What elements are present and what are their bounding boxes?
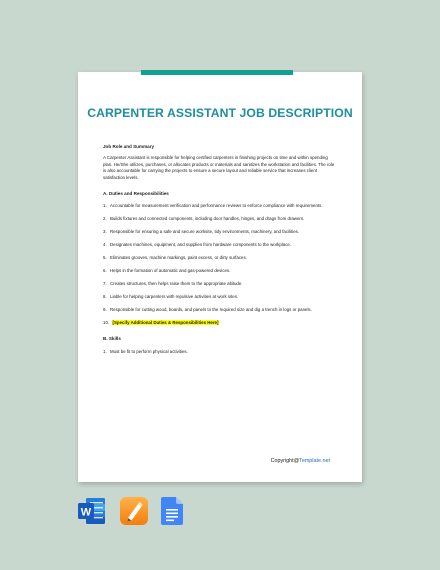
item-number: 1. [103, 349, 107, 355]
summary-text: A Carpenter Assistant is responsible for helping certified carpenters in finishing projects on time and within spending plan. He/She utilizes, purchases, or allocates products or materials and sanitizes the workstation and facilities. The role is also accountable for carrying the projects to ensure a secure layout and reliable service that increases client satisfaction levels. [103, 155, 335, 180]
list-item [103, 349, 337, 355]
item-text: Accountable for measurement verification and performance reviews to enforce compliance with requirements. [110, 203, 323, 209]
item-number: 4. [103, 242, 107, 248]
item-text: Designates machines, equipment, and supplies from hardware components to the workplace. [110, 242, 292, 248]
list-item [103, 307, 337, 313]
pages-icon[interactable] [119, 496, 149, 526]
copyright-prefix: Copyright@ [270, 458, 300, 464]
skills-list [103, 349, 337, 355]
item-text: Must be fit to perform physical activities. [110, 349, 188, 355]
copyright-link[interactable]: Template.net [299, 458, 330, 464]
document-title: CARPENTER ASSISTANT JOB DESCRIPTION [87, 106, 353, 120]
summary-heading: Job Role and Summary [103, 144, 155, 149]
skills-heading: B. Skills [103, 335, 121, 341]
item-text: Eliminates grooves, machine markings, paint excess, or dirty surfaces. [110, 255, 247, 261]
word-icon-letter: W [80, 506, 92, 519]
item-number: 10. [103, 320, 110, 326]
duties-heading: A. Duties and Responsibilities [103, 191, 169, 197]
item-number: 5. [103, 255, 107, 261]
list-item [103, 242, 337, 248]
list-item [103, 320, 337, 326]
accent-bar [141, 70, 293, 75]
item-text: Responsible for ensuring a safe and secure worksite, tidy environments, machinery, and facilities. [110, 229, 300, 235]
placeholder-highlight: [Specify Additional Duties & Responsibilities Here] [112, 320, 219, 326]
document-content [103, 144, 337, 356]
item-text: Liable for helping carpenters with repulsive activities at work sites. [110, 294, 239, 300]
list-item [103, 255, 337, 261]
item-number: 6. [103, 268, 107, 274]
item-number: 8. [103, 294, 107, 300]
list-item [103, 216, 337, 222]
item-number: 2. [103, 216, 107, 222]
list-item [103, 294, 337, 300]
duties-list [103, 203, 337, 326]
item-text: Creates structures, then helps raise them to the appropriate altitude. [110, 281, 243, 287]
list-item [103, 203, 337, 209]
item-text: Helps in the formation of automatic and gas-powered devices. [110, 268, 231, 274]
item-text: Builds fixtures and connected components, including door handles, hinges, and drags from drawers. [110, 216, 305, 222]
document-page [78, 72, 362, 482]
copyright-notice [271, 458, 330, 464]
item-text: Responsible for cutting wood, boards, and panels to the required size and dig a trench in logs or panels. [110, 307, 312, 313]
item-number: 9. [103, 307, 107, 313]
list-item [103, 229, 337, 235]
item-number: 7. [103, 281, 107, 287]
google-docs-icon[interactable] [157, 496, 187, 526]
list-item [103, 268, 337, 274]
word-icon[interactable] [77, 496, 107, 526]
item-number: 1. [103, 203, 107, 209]
list-item [103, 281, 337, 287]
item-number: 3. [103, 229, 107, 235]
